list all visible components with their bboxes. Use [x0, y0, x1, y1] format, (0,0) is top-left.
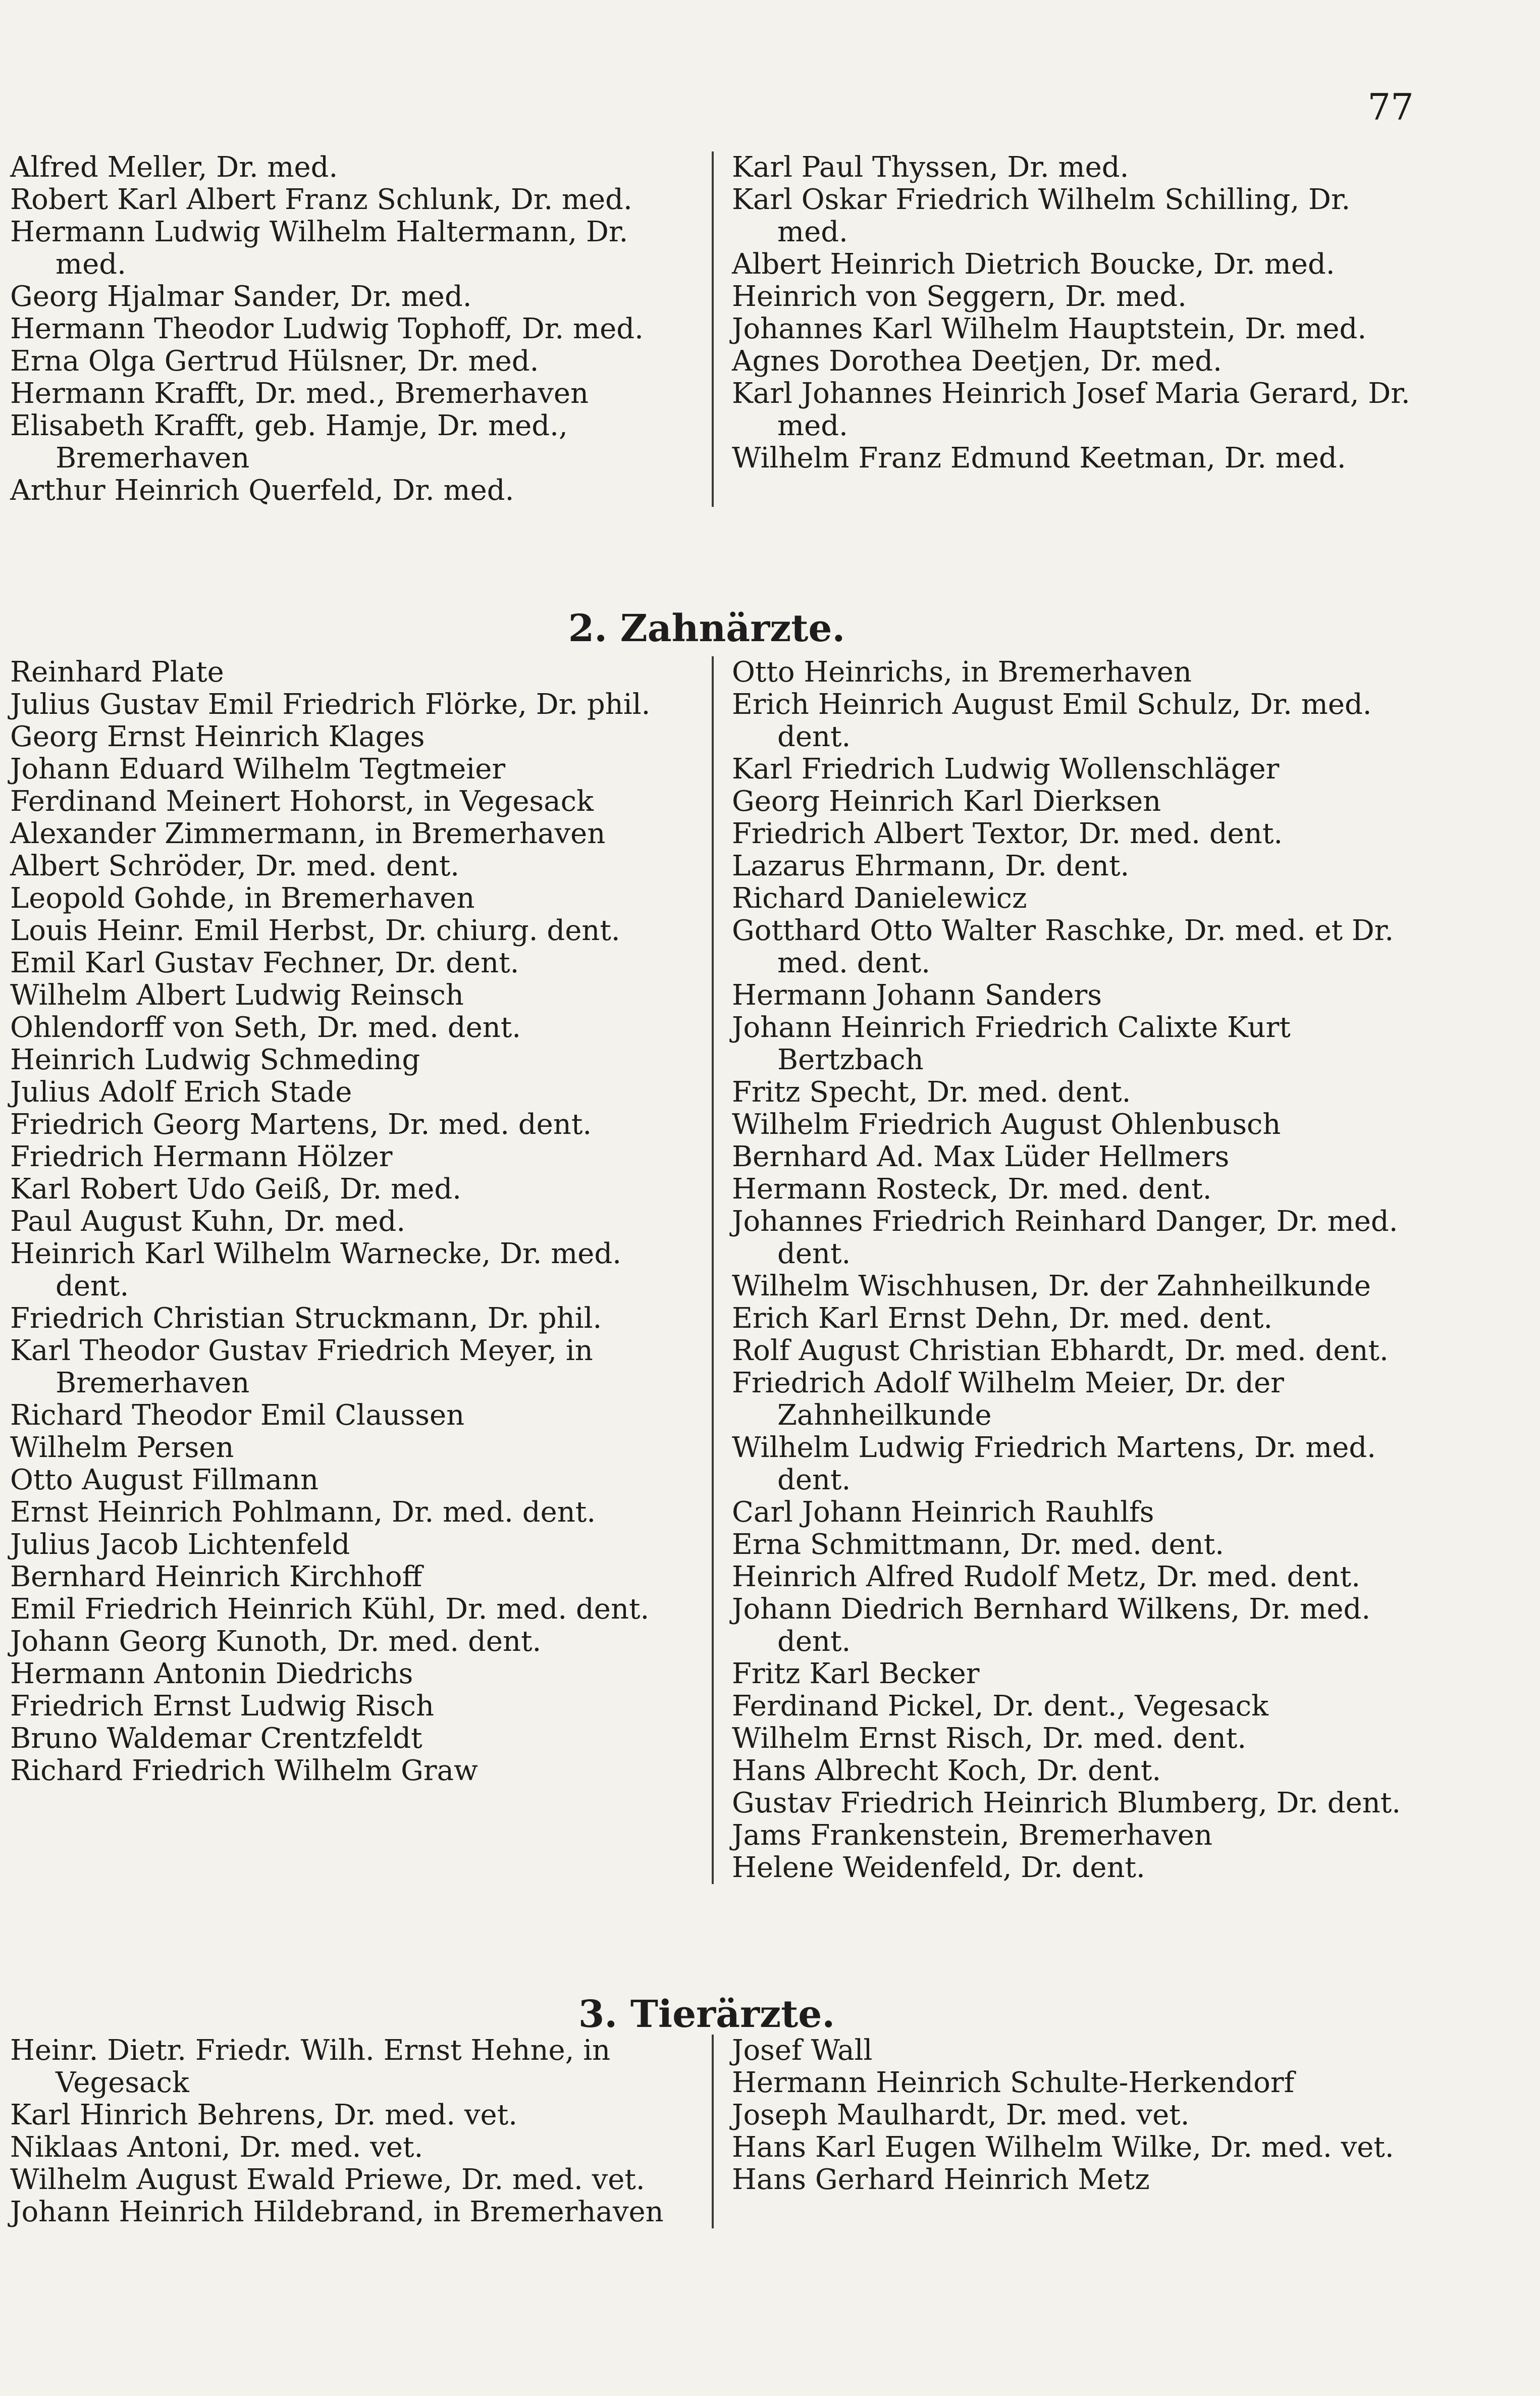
directory-entry: Wilhelm Franz Edmund Keetman, Dr. med. [732, 442, 1346, 475]
directory-entry: Karl Friedrich Ludwig Wollenschläger [732, 753, 1280, 786]
column-left [10, 656, 712, 1884]
directory-entry: Heinrich Alfred Rudolf Metz, Dr. med. dent. [732, 1560, 1360, 1593]
directory-entry: Julius Adolf Erich Stade [10, 1076, 352, 1109]
directory-entry: Albert Heinrich Dietrich Boucke, Dr. med. [732, 248, 1335, 281]
directory-entry: Niklaas Antoni, Dr. med. vet. [10, 2131, 423, 2164]
directory-entry: Hermann Krafft, Dr. med., Bremerhaven [10, 377, 589, 410]
directory-entry: Julius Gustav Emil Friedrich Flörke, Dr. phil. [10, 688, 651, 721]
heading-dentists: 2. Zahnärzte. [568, 607, 845, 650]
directory-entry: Wilhelm Wischhusen, Dr. der Zahnheilkunde [732, 1270, 1371, 1303]
heading-veterinarians: 3. Tierärzte. [578, 1993, 835, 2036]
directory-entry: Heinrich Karl Wilhelm Warnecke, Dr. med. dent. [10, 1237, 622, 1303]
directory-entry: Otto Heinrichs, in Bremerhaven [732, 656, 1192, 689]
directory-entry: Wilhelm Friedrich August Ohlenbusch [732, 1108, 1281, 1141]
directory-entry: Heinrich Ludwig Schmeding [10, 1044, 420, 1076]
directory-entry: Arthur Heinrich Querfeld, Dr. med. [10, 474, 514, 507]
directory-entry: Wilhelm Persen [10, 1431, 234, 1464]
column-right [712, 151, 1413, 507]
directory-entry: Friedrich Ernst Ludwig Risch [10, 1690, 435, 1723]
directory-entry: Bernhard Heinrich Kirchhoff [10, 1560, 422, 1593]
directory-entry: Jams Frankenstein, Bremerhaven [732, 1819, 1213, 1852]
section-physicians [10, 151, 1413, 507]
directory-entry: Agnes Dorothea Deetjen, Dr. med. [732, 345, 1222, 378]
directory-entry: Georg Heinrich Karl Dierksen [732, 785, 1161, 818]
directory-entry: Elisabeth Krafft, geb. Hamje, Dr. med., Bremerhaven [10, 409, 568, 475]
column-right [712, 2035, 1413, 2228]
directory-entry: Fritz Specht, Dr. med. dent. [732, 1076, 1131, 1109]
directory-entry: Hans Karl Eugen Wilhelm Wilke, Dr. med. vet. [732, 2131, 1394, 2164]
directory-entry: Helene Weidenfeld, Dr. dent. [732, 1851, 1145, 1884]
directory-entry: Otto August Fillmann [10, 1464, 319, 1496]
directory-entry: Emil Karl Gustav Fechner, Dr. dent. [10, 947, 519, 979]
directory-entry: Hermann Antonin Diedrichs [10, 1657, 413, 1690]
directory-entry: Karl Oskar Friedrich Wilhelm Schilling, Dr. med. [732, 183, 1351, 248]
directory-entry: Hermann Johann Sanders [732, 979, 1102, 1012]
directory-entry: Erna Olga Gertrud Hülsner, Dr. med. [10, 345, 539, 378]
directory-entry: Johann Heinrich Friedrich Calixte Kurt Bertzbach [732, 1011, 1291, 1076]
directory-entry: Ernst Heinrich Pohlmann, Dr. med. dent. [10, 1496, 596, 1529]
directory-entry: Reinhard Plate [10, 656, 224, 689]
directory-entry: Karl Hinrich Behrens, Dr. med. vet. [10, 2099, 517, 2131]
directory-entry: Johann Heinrich Hildebrand, in Bremerhaven [10, 2196, 664, 2228]
directory-entry: Richard Danielewicz [732, 882, 1027, 915]
directory-entry: Johannes Friedrich Reinhard Danger, Dr. med. dent. [732, 1205, 1398, 1270]
directory-entry: Hermann Theodor Ludwig Tophoff, Dr. med. [10, 312, 644, 345]
section-veterinarians [10, 2035, 1413, 2228]
directory-entry: Friedrich Christian Struckmann, Dr. phil. [10, 1302, 602, 1335]
directory-entry: Joseph Maulhardt, Dr. med. vet. [732, 2099, 1190, 2131]
directory-entry: Bruno Waldemar Crentzfeldt [10, 1722, 422, 1755]
column-left [10, 151, 712, 507]
directory-entry: Johannes Karl Wilhelm Hauptstein, Dr. med. [732, 312, 1367, 345]
page-number: 77 [1367, 86, 1414, 128]
directory-entry: Georg Ernst Heinrich Klages [10, 720, 425, 753]
directory-entry: Johann Georg Kunoth, Dr. med. dent. [10, 1625, 542, 1658]
directory-entry: Richard Friedrich Wilhelm Graw [10, 1754, 478, 1787]
directory-entry: Emil Friedrich Heinrich Kühl, Dr. med. dent. [10, 1593, 650, 1626]
directory-entry: Alfred Meller, Dr. med. [10, 151, 338, 184]
directory-entry: Leopold Gohde, in Bremerhaven [10, 882, 475, 915]
directory-entry: Josef Wall [732, 2034, 873, 2067]
directory-entry: Robert Karl Albert Franz Schlunk, Dr. med. [10, 183, 632, 216]
directory-entry: Hermann Ludwig Wilhelm Haltermann, Dr. med. [10, 216, 628, 281]
directory-entry: Hermann Heinrich Schulte-Herkendorf [732, 2066, 1295, 2099]
directory-entry: Ferdinand Pickel, Dr. dent., Vegesack [732, 1690, 1269, 1723]
directory-entry: Friedrich Albert Textor, Dr. med. dent. [732, 817, 1283, 850]
directory-entry: Rolf August Christian Ebhardt, Dr. med. dent. [732, 1334, 1389, 1367]
directory-entry: Wilhelm Ludwig Friedrich Martens, Dr. med. dent. [732, 1431, 1376, 1496]
directory-entry: Karl Robert Udo Geiß, Dr. med. [10, 1173, 462, 1206]
directory-entry: Friedrich Adolf Wilhelm Meier, Dr. der Zahnheilkunde [732, 1367, 1284, 1432]
directory-entry: Heinrich von Seggern, Dr. med. [732, 280, 1187, 313]
directory-entry: Hans Albrecht Koch, Dr. dent. [732, 1754, 1161, 1787]
directory-entry: Erna Schmittmann, Dr. med. dent. [732, 1528, 1225, 1561]
directory-entry: Ohlendorff von Seth, Dr. med. dent. [10, 1011, 521, 1044]
directory-entry: Gotthard Otto Walter Raschke, Dr. med. et Dr. med. dent. [732, 914, 1394, 979]
directory-entry: Hermann Rosteck, Dr. med. dent. [732, 1173, 1212, 1206]
directory-entry: Carl Johann Heinrich Rauhlfs [732, 1496, 1154, 1529]
directory-entry: Georg Hjalmar Sander, Dr. med. [10, 280, 472, 313]
directory-entry: Karl Paul Thyssen, Dr. med. [732, 151, 1129, 184]
directory-entry: Julius Jacob Lichtenfeld [10, 1528, 350, 1561]
directory-entry: Ferdinand Meinert Hohorst, in Vegesack [10, 785, 594, 818]
directory-entry: Alexander Zimmermann, in Bremerhaven [10, 817, 606, 850]
directory-entry: Louis Heinr. Emil Herbst, Dr. chiurg. dent. [10, 914, 620, 947]
directory-entry: Friedrich Hermann Hölzer [10, 1140, 393, 1173]
directory-entry: Johann Diedrich Bernhard Wilkens, Dr. med. dent. [732, 1593, 1371, 1658]
directory-entry: Paul August Kuhn, Dr. med. [10, 1205, 406, 1238]
directory-entry: Hans Gerhard Heinrich Metz [732, 2163, 1150, 2196]
directory-entry: Richard Theodor Emil Claussen [10, 1399, 465, 1432]
directory-entry: Wilhelm August Ewald Priewe, Dr. med. vet. [10, 2163, 645, 2196]
directory-entry: Karl Johannes Heinrich Josef Maria Gerard, Dr. med. [732, 377, 1410, 442]
directory-entry: Heinr. Dietr. Friedr. Wilh. Ernst Hehne, in Vegesack [10, 2034, 611, 2099]
column-left [10, 2035, 712, 2228]
section-dentists [10, 656, 1413, 1884]
directory-entry: Albert Schröder, Dr. med. dent. [10, 850, 460, 882]
directory-entry: Johann Eduard Wilhelm Tegtmeier [10, 753, 506, 786]
directory-entry: Erich Karl Ernst Dehn, Dr. med. dent. [732, 1302, 1273, 1335]
directory-entry: Gustav Friedrich Heinrich Blumberg, Dr. dent. [732, 1787, 1401, 1819]
directory-entry: Fritz Karl Becker [732, 1657, 980, 1690]
directory-entry: Friedrich Georg Martens, Dr. med. dent. [10, 1108, 592, 1141]
directory-entry: Bernhard Ad. Max Lüder Hellmers [732, 1140, 1230, 1173]
column-right [712, 656, 1413, 1884]
directory-entry: Wilhelm Albert Ludwig Reinsch [10, 979, 464, 1012]
directory-entry: Karl Theodor Gustav Friedrich Meyer, in Bremerhaven [10, 1334, 593, 1399]
directory-entry: Lazarus Ehrmann, Dr. dent. [732, 850, 1130, 882]
directory-entry: Wilhelm Ernst Risch, Dr. med. dent. [732, 1722, 1247, 1755]
directory-entry: Erich Heinrich August Emil Schulz, Dr. med. dent. [732, 688, 1372, 753]
